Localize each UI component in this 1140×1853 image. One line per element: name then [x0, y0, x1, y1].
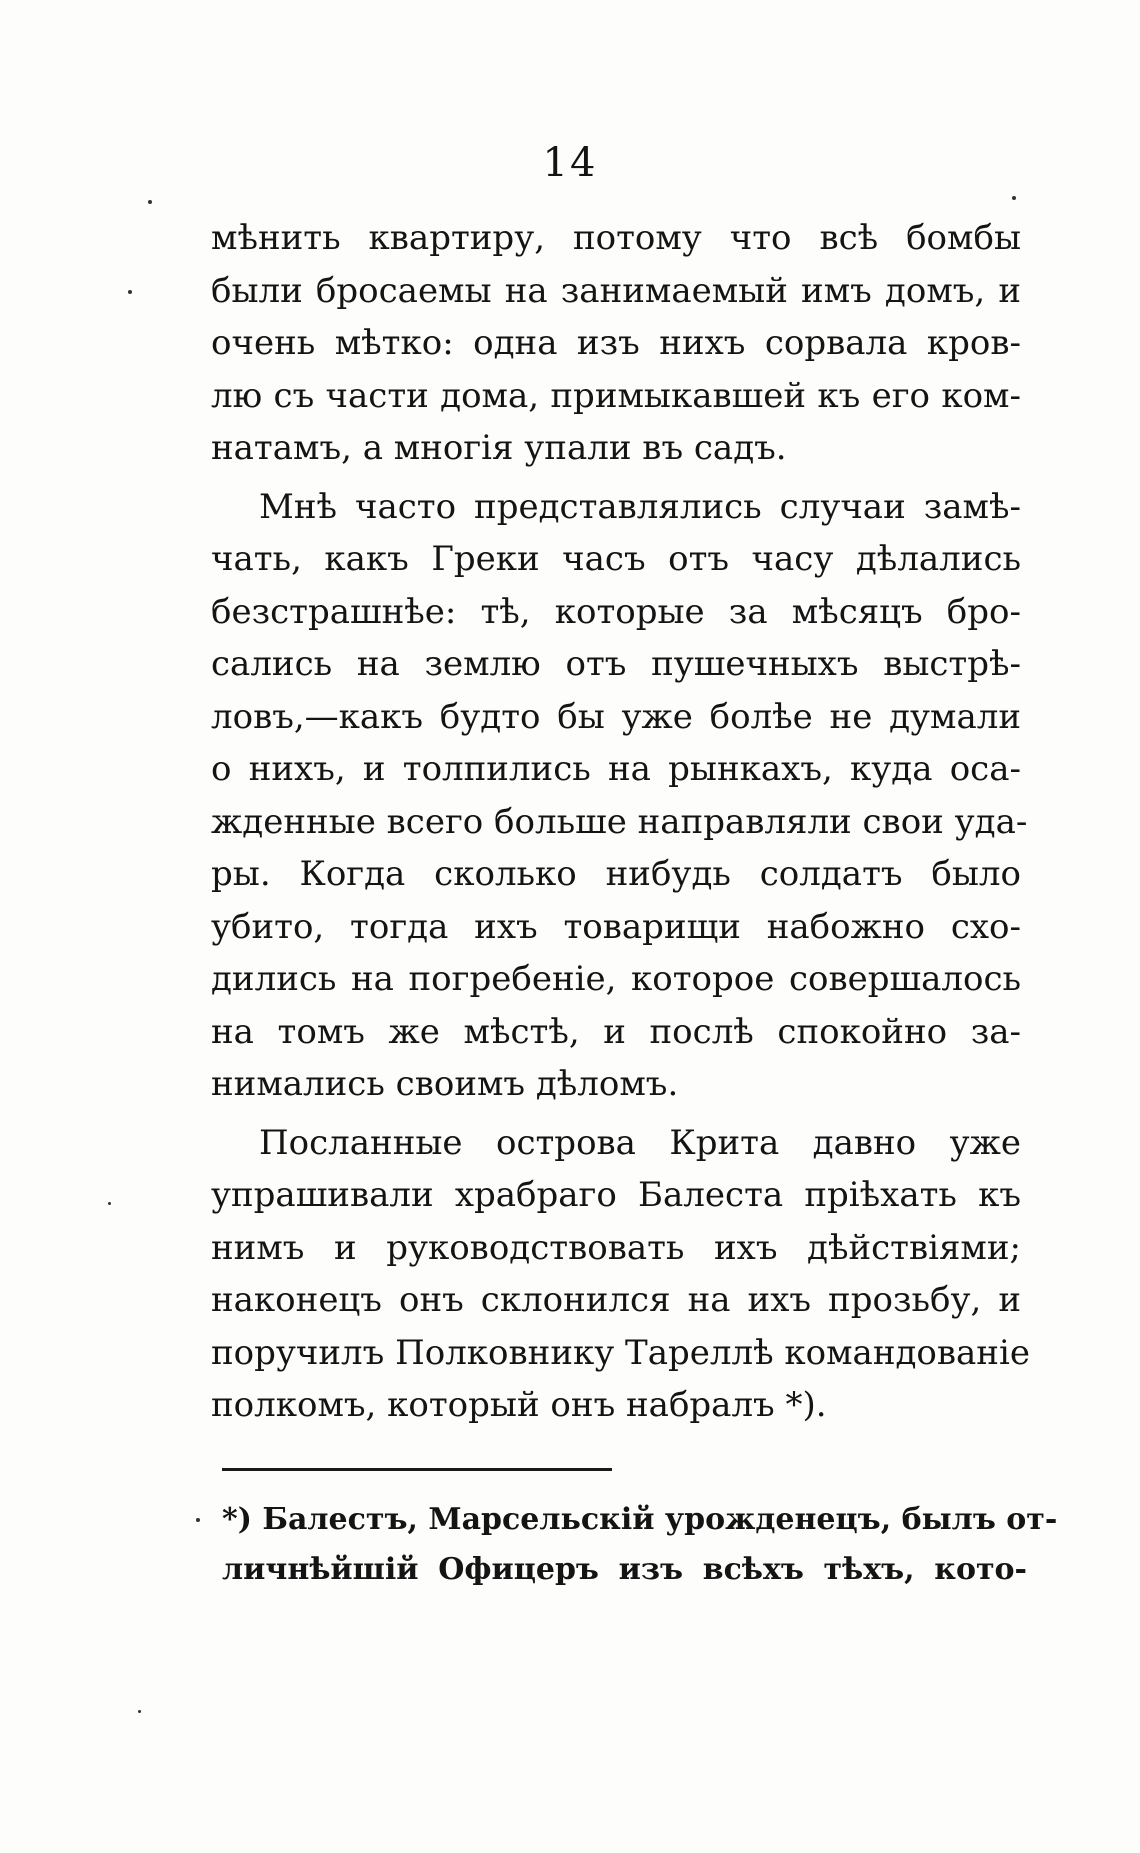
footnote-line: *) Балестъ, Марсельскій урожденецъ, былъ от-	[222, 1502, 1058, 1537]
text-line: дились на погребеніе, которое совершалось	[211, 959, 1021, 999]
scan-speck	[196, 1518, 200, 1522]
text-line: были бросаемы на занимаемый имъ домъ, и	[211, 270, 1021, 311]
footnote	[222, 1495, 1058, 1595]
text-line: безстрашнѣе: тѣ, которые за мѣсяцъ бро-	[211, 591, 1021, 632]
text-line: сались на землю отъ пушечныхъ выстрѣ-	[211, 644, 1021, 684]
text-line: Посланные острова Крита давно уже	[259, 1122, 1021, 1163]
body-text	[211, 212, 1030, 1432]
text-line: чать, какъ Греки часъ отъ часу дѣлались	[211, 539, 1021, 579]
text-line: упрашивали храбраго Балеста пріѣхать къ	[211, 1175, 1021, 1215]
scan-speck	[1012, 196, 1016, 200]
text-line: нимъ и руководствовать ихъ дѣйствіями;	[211, 1227, 1021, 1268]
text-line: ловъ,—какъ будто бы уже болѣе не думали	[211, 696, 1021, 737]
text-line: на томъ же мѣстѣ, и послѣ спокойно за-	[211, 1011, 1021, 1052]
scan-speck	[108, 1202, 111, 1205]
scan-speck	[148, 200, 152, 204]
text-line: ры. Когда сколько нибудь солдатъ было	[211, 854, 1021, 894]
text-line: мѣнить квартиру, потому что всѣ бомбы	[211, 218, 1021, 258]
text-line: поручилъ Полковнику Тареллѣ командованіе	[211, 1332, 1030, 1373]
text-line: полкомъ, который онъ набралъ *).	[211, 1385, 827, 1425]
text-line: о нихъ, и толпились на рынкахъ, куда оса-	[211, 749, 1021, 789]
text-line: наконецъ онъ склонился на ихъ прозьбу, и	[211, 1280, 1021, 1320]
text-line: нимались своимъ дѣломъ.	[211, 1064, 679, 1104]
text-line: жденные всего больше направляли свои уда-	[211, 801, 1028, 842]
scan-speck	[138, 1710, 141, 1713]
footnote-line: личнѣйшій Офицеръ изъ всѣхъ тѣхъ, кото-	[222, 1552, 1027, 1587]
text-line: очень мѣтко: одна изъ нихъ сорвала кров-	[211, 323, 1021, 363]
text-line: Мнѣ часто представлялись случаи замѣ-	[259, 486, 1021, 527]
text-line: натамъ, а многія упали въ садъ.	[211, 428, 787, 468]
text-line: убито, тогда ихъ товарищи набожно схо-	[211, 906, 1021, 947]
footnote-divider	[222, 1468, 612, 1471]
scan-speck	[128, 290, 132, 294]
page-number: 14	[542, 140, 598, 186]
text-line: лю съ части дома, примыкавшей къ его ком-	[211, 375, 1021, 416]
